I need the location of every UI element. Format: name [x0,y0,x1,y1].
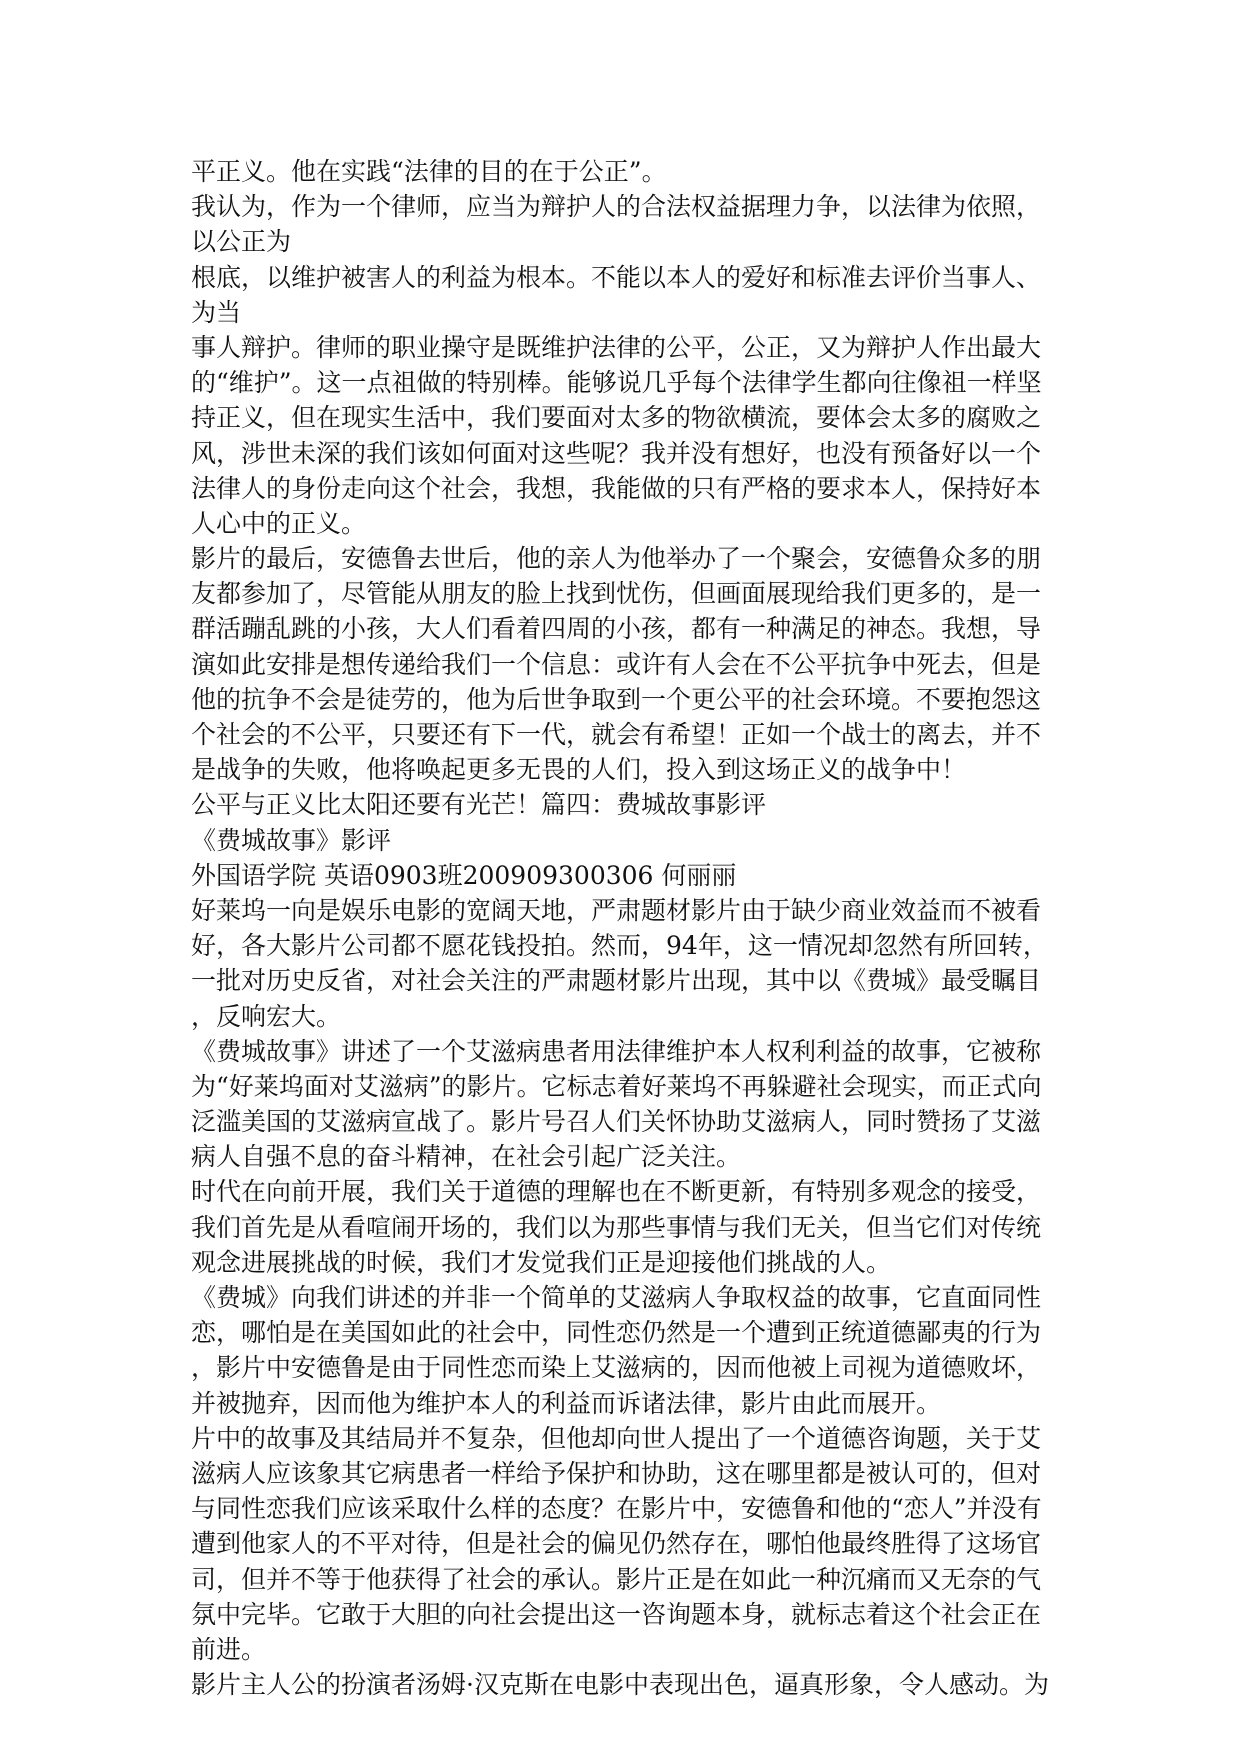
text-line: 好，各大影片公司都不愿花钱投拍。然而，94年，这一情况却忽然有所回转， [191,931,1048,961]
text-line: 与同性恋我们应该采取什么样的态度？在影片中，安德鲁和他的“恋人”并没有 [191,1494,1042,1524]
text-line: 一批对历史反省，对社会关注的严肃题材影片出现，其中以《费城》最受瞩目 [191,966,1042,996]
text-line: 友都参加了，尽管能从朋友的脸上找到忧伤，但画面展现给我们更多的，是一 [191,579,1042,609]
text-line: 滋病人应该象其它病患者一样给予保护和协助，这在哪里都是被认可的，但对 [191,1458,1042,1488]
text-line: 群活蹦乱跳的小孩，大人们看着四周的小孩，都有一种满足的神态。我想，导 [191,614,1042,644]
text-line: 外国语学院 英语0903班200909300306 何丽丽 [191,860,737,890]
text-line: 泛滥美国的艾滋病宣战了。影片号召人们关怀协助艾滋病人，同时赞扬了艾滋 [191,1107,1042,1137]
text-line: 事人辩护。律师的职业操守是既维护法律的公平，公正，又为辩护人作出最大 [191,332,1042,362]
text-line: 的“维护”。这一点祖做的特别棒。能够说几乎每个法律学生都向往像祖一样坚 [191,368,1042,398]
text-line: 前进。 [191,1634,267,1664]
text-line: 我认为，作为一个律师，应当为辩护人的合法权益据理力争，以法律为依照， [191,192,1042,222]
text-line: 病人自强不息的奋斗精神，在社会引起广泛关注。 [191,1142,742,1172]
text-line: 以公正为 [191,227,292,257]
text-line: 法律人的身份走向这个社会，我想，我能做的只有严格的要求本人，保持好本 [191,473,1042,503]
text-line: 氛中完毕。它敢于大胆的向社会提出这一咨询题本身，就标志着这个社会正在 [191,1599,1042,1629]
text-line: 《费城故事》讲述了一个艾滋病患者用法律维护本人权利利益的故事，它被称 [191,1036,1042,1066]
text-line: 观念进展挑战的时候，我们才发觉我们正是迎接他们挑战的人。 [191,1247,892,1277]
text-line: 恋，哪怕是在美国如此的社会中，同性恋仍然是一个遭到正统道德鄙夷的行为 [191,1318,1042,1348]
text-line: 影片的最后，安德鲁去世后，他的亲人为他举办了一个聚会，安德鲁众多的朋 [191,544,1042,574]
text-line: 时代在向前开展，我们关于道德的理解也在不断更新，有特别多观念的接受， [191,1177,1042,1207]
text-line: 遭到他家人的不平对待，但是社会的偏见仍然存在，哪怕他最终胜得了这场官 [191,1529,1042,1559]
text-line: 人心中的正义。 [191,508,367,538]
text-line: 为“好莱坞面对艾滋病”的影片。它标志着好莱坞不再躲避社会现实，而正式向 [191,1071,1042,1101]
text-line: 他的抗争不会是徒劳的，他为后世争取到一个更公平的社会环境。不要抱怨这 [191,684,1042,714]
text-line: 根底，以维护被害人的利益为根本。不能以本人的爱好和标准去评价当事人、 [191,262,1042,292]
text-line: 风，涉世未深的我们该如何面对这些呢？我并没有想好，也没有预备好以一个 [191,438,1042,468]
text-line: 公平与正义比太阳还要有光芒！篇四：费城故事影评 [191,790,767,820]
text-line: 是战争的失败，他将唤起更多无畏的人们，投入到这场正义的战争中！ [191,755,967,785]
text-line: 片中的故事及其结局并不复杂，但他却向世人提出了一个道德咨询题，关于艾 [191,1423,1042,1453]
text-line: ，影片中安德鲁是由于同性恋而染上艾滋病的，因而他被上司视为道德败坏， [191,1353,1042,1383]
text-line: 司，但并不等于他获得了社会的承认。影片正是在如此一种沉痛而又无奈的气 [191,1564,1042,1594]
text-line: 平正义。他在实践“法律的目的在于公正”。 [191,157,667,186]
document-body [191,154,1049,1702]
text-line: 影片主人公的扮演者汤姆·汉克斯在电影中表现出色，逼真形象，令人感动。为 [191,1670,1049,1700]
text-line: 并被抛弃，因而他为维护本人的利益而诉诸法律，影片由此而展开。 [191,1388,942,1418]
text-line: 好莱坞一向是娱乐电影的宽阔天地，严肃题材影片由于缺少商业效益而不被看 [191,895,1042,925]
text-line: 我们首先是从看喧闹开场的，我们以为那些事情与我们无关，但当它们对传统 [191,1212,1042,1242]
text-line: 为当 [191,297,242,327]
text-line: ，反响宏大。 [191,1001,342,1031]
text-line: 演如此安排是想传递给我们一个信息：或许有人会在不公平抗争中死去，但是 [191,649,1042,679]
text-line: 《费城故事》影评 [191,825,392,855]
text-line: 个社会的不公平，只要还有下一代，就会有希望！正如一个战士的离去，并不 [191,720,1042,749]
text-line: 持正义，但在现实生活中，我们要面对太多的物欲横流，要体会太多的腐败之 [191,403,1042,433]
text-line: 《费城》向我们讲述的并非一个简单的艾滋病人争取权益的故事，它直面同性 [191,1283,1042,1312]
